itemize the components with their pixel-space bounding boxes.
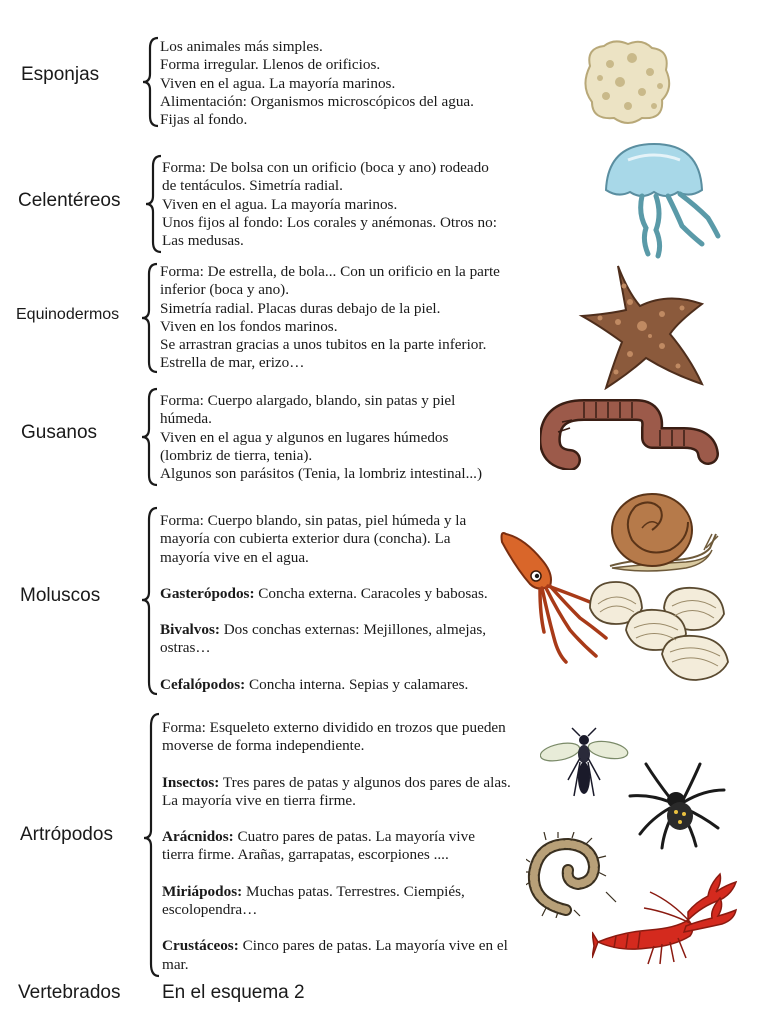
snail-icon bbox=[606, 490, 722, 578]
group-name-artropodos: Artrópodos bbox=[20, 824, 113, 845]
subgroup-term: Insectos: bbox=[162, 773, 220, 791]
subgroup-term: Bivalvos: bbox=[160, 621, 220, 639]
brace bbox=[141, 712, 163, 978]
reference-note: En el esquema 2 bbox=[162, 982, 305, 1003]
group-name-celentereos: Celentéreos bbox=[18, 190, 121, 211]
subgroup-term: Miriápodos: bbox=[162, 882, 243, 900]
group-name-vertebrados: Vertebrados bbox=[18, 982, 121, 1003]
clam-icon bbox=[586, 578, 736, 692]
wasp-icon bbox=[540, 726, 630, 810]
description-celentereos: Forma: De bolsa con un orificio (boca y ano) rodeado de tentáculos. Simetría radial. Viven en el agua. La mayoría marinos. Unos fijos al fondo: Los corales y anémonas. Otros no: Las medusas. bbox=[162, 159, 497, 250]
starfish-icon bbox=[578, 262, 710, 390]
subgroup-term: Arácnidos: bbox=[162, 828, 234, 846]
description-artropodos: Forma: Esqueleto externo dividido en trozos que pueden moverse de forma independiente. Insectos: Tres pares de patas y algunos dos pares de alas. La mayoría vive en tierra firme. Arácnidos: Cuatro pares de patas. La mayoría vive tierra firme. Arañas, garrapatas, escorpiones .... Miriápodos: Muchas patas. Terrestres. Ciempiés, escolopendra… Crustáceos: Cinco pares de patas. La mayoría vive en el mar. bbox=[162, 719, 511, 973]
group-name-equinodermos: Equinodermos bbox=[16, 306, 120, 323]
brace bbox=[139, 262, 161, 374]
group-name-moluscos: Moluscos bbox=[20, 585, 101, 606]
worm-icon bbox=[540, 398, 720, 470]
spider-icon bbox=[626, 760, 728, 850]
brace bbox=[139, 387, 161, 487]
description-esponjas: Los animales más simples. Forma irregular. Llenos de orificios. Viven en el agua. La mayoría marinos. Alimentación: Organismos microscópicos del agua. Fijas al fondo. bbox=[160, 38, 474, 129]
description-gusanos: Forma: Cuerpo alargado, blando, sin patas y piel húmeda. Viven en el agua y algunos en lugares húmedos (lombriz de tierra, tenia). Algunos son parásitos (Tenia, la lombriz intestinal...) bbox=[160, 392, 483, 483]
brace bbox=[139, 506, 161, 696]
lobster-icon bbox=[592, 872, 738, 968]
jellyfish-icon bbox=[598, 140, 722, 260]
brace bbox=[140, 36, 162, 128]
description-moluscos: Forma: Cuerpo blando, sin patas, piel húmeda y la mayoría con cubierta exterior dura (concha). La mayoría vive en el agua. Gasterópodos: Concha externa. Caracoles y babosas. Bivalvos: Dos conchas externas: Mejillones, almejas, ostras… Cefalópodos: Concha interna. Sepias y calamares. bbox=[160, 512, 488, 693]
group-name-gusanos: Gusanos bbox=[21, 422, 98, 443]
sponge-icon bbox=[580, 36, 676, 128]
subgroup-term: Crustáceos: bbox=[162, 937, 239, 955]
group-name-esponjas: Esponjas bbox=[21, 64, 100, 85]
description-equinodermos: Forma: De estrella, de bola... Con un orificio en la parte inferior (boca y ano). Simetría radial. Placas duras debajo de la piel. Viven en los fondos marinos. Se arrastran gracias a unos tubitos en la parte inferior. Estrella de mar, erizo… bbox=[160, 263, 500, 372]
subgroup-term: Gasterópodos: bbox=[160, 584, 255, 602]
subgroup-term: Cefalópodos: bbox=[160, 675, 246, 693]
